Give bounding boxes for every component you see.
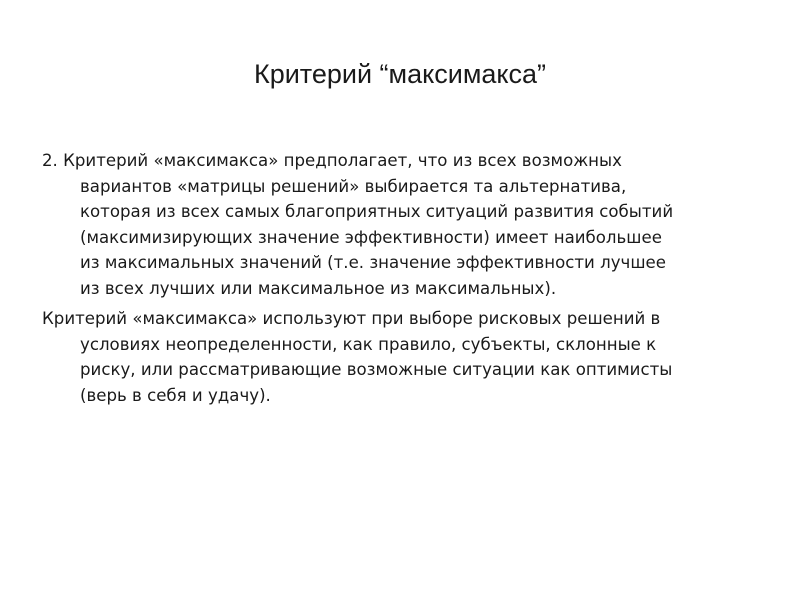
text-line: (верь в себя и удачу). (80, 385, 271, 405)
slide-title: Критерий “максимакса” (253, 59, 547, 89)
text-line: риску, или рассматривающие возможные ситуации как оптимисты (80, 360, 673, 379)
text-line: (максимизирующих значение эффективности) имеет наибольшее (80, 227, 662, 247)
text-line: из всех лучших или максимальное из максимальных). (80, 278, 557, 298)
text-line: условиях неопределенности, как правило, субъекты, склонные к (80, 334, 657, 354)
paragraph-usage (42, 306, 782, 408)
text-line: которая из всех самых благоприятных ситуаций развития событий (80, 202, 674, 221)
slide-body (42, 148, 782, 408)
text-line: Критерий «максимакса» используют при выборе рисковых решений в (42, 309, 661, 328)
text-line: вариантов «матрицы решений» выбирается та альтернатива, (80, 176, 627, 196)
text-line: 2. Критерий «максимакса» предполагает, что из всех возможных (42, 151, 622, 170)
paragraph-definition (42, 148, 782, 301)
text-line: из максимальных значений (т.е. значение эффективности лучшее (80, 253, 666, 272)
